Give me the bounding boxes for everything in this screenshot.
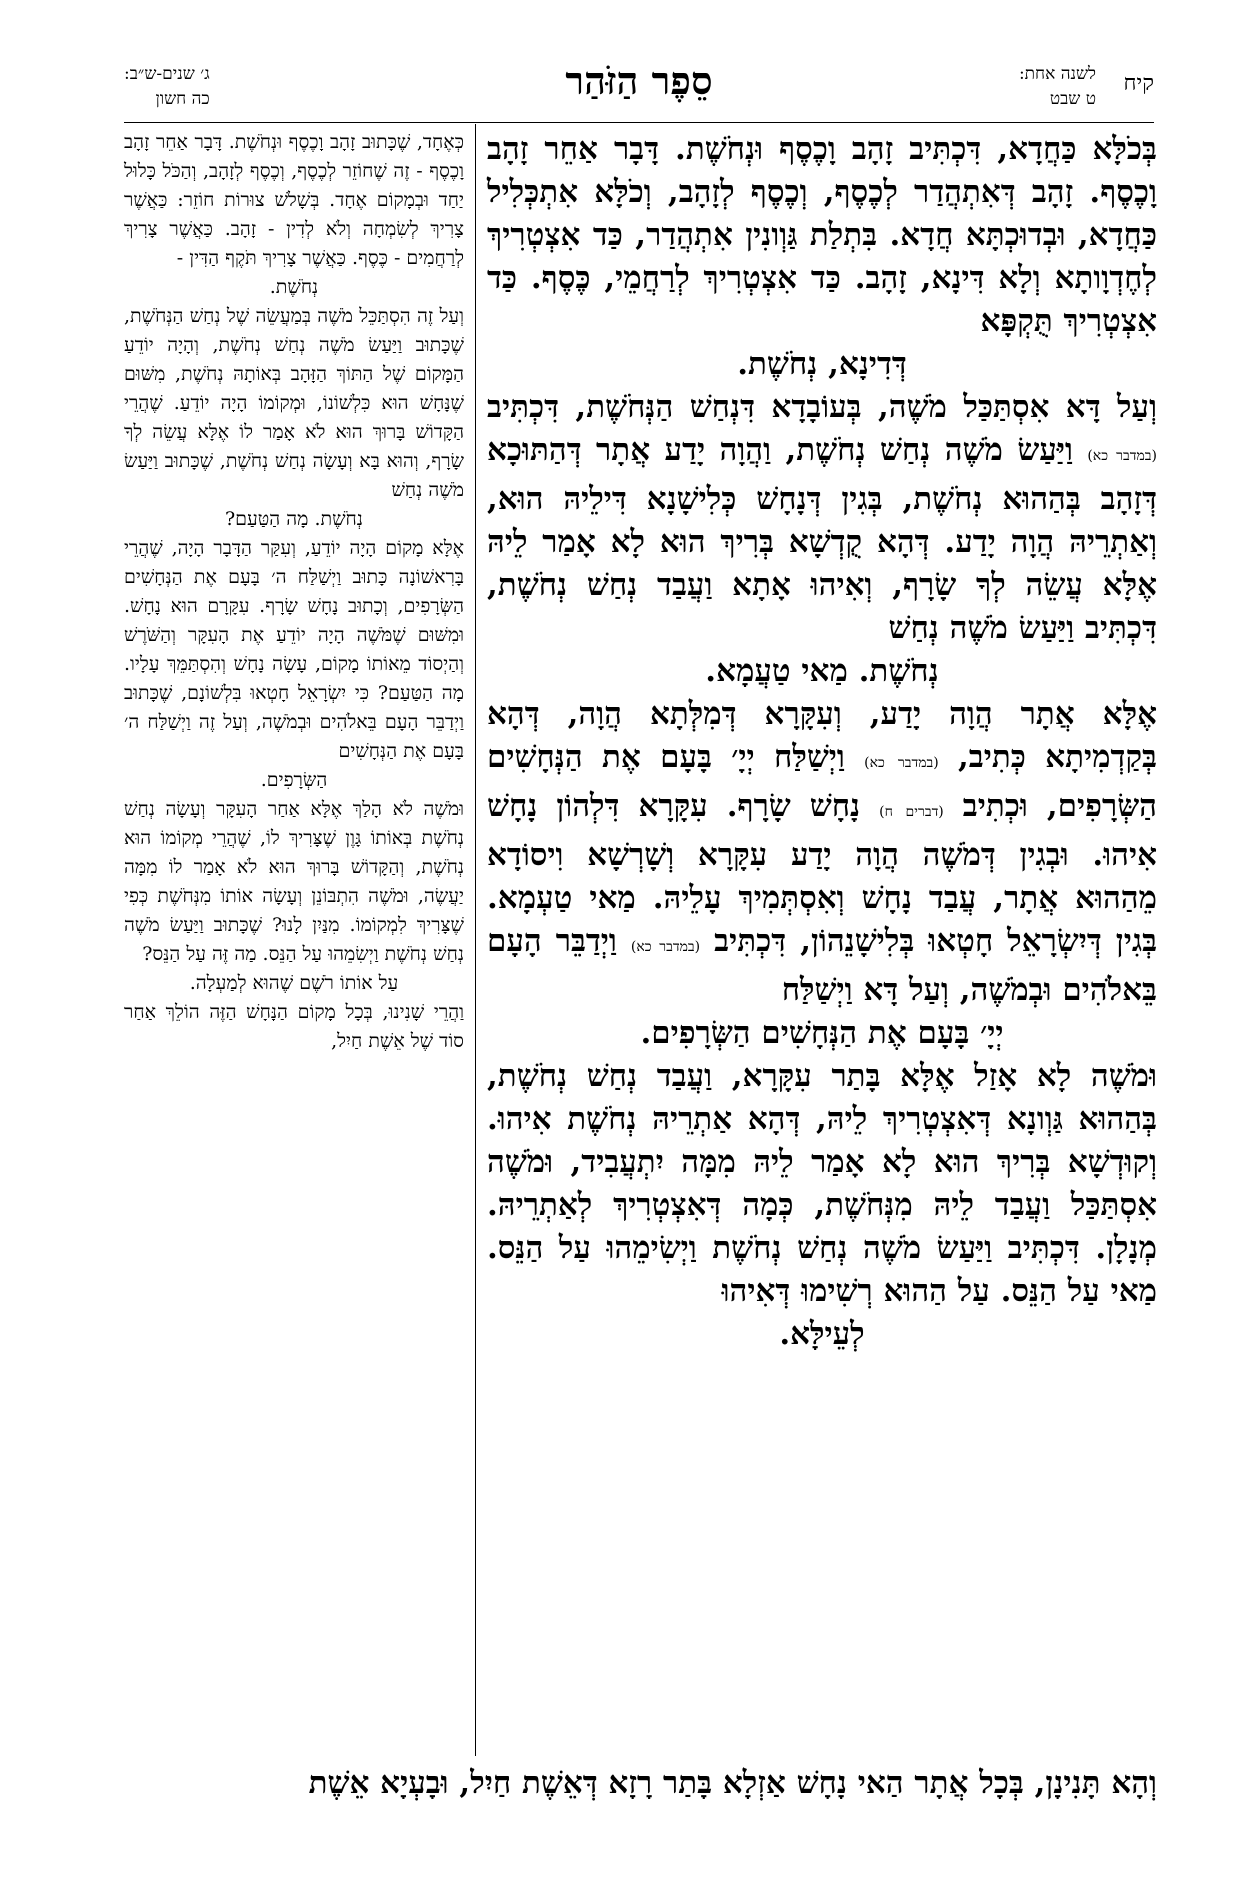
paragraph: וַהֲרֵי שָׁנִינוּ, בְּכָל מָקוֹם הַנָּחָשׁ הַזֶּה הוֹלֵךְ אַחַר סוֹד שֶׁל אֵשֶׁת חַיִל, (124, 1001, 464, 1052)
paragraph: וְעַל זֶה הִסְתַּכֵּל מֹשֶׁה בְּמַעֲשֵׂה שֶׁל נְחַשׁ הַנְּחֹשֶׁת, שֶׁכָּתוּב וַיַּעַשׂ מֹשֶׁה נְחַשׁ נְחֹשֶׁת, וְהָיָה יוֹדֵעַ הַמָּקוֹם שֶׁל הַתּוֹךְ הַזָּהָב בְּאוֹתָהּ נְחֹשֶׁת, מִשּׁוּם שֶׁנָּחָשׁ הוּא כִּלְשׁוֹנוֹ, וּמְקוֹמוֹ הָיָה יוֹדֵעַ. שֶׁהֲרֵי הַקָּדוֹשׁ בָּרוּךְ הוּא לֹא אָמַר לוֹ אֶלָּא עֲשֵׂה לְךָ שָׂרָף, וְהוּא בָּא וְעָשָׂה נְחַשׁ נְחֹשֶׁת, שֶׁכָּתוּב וַיַּעַשׂ מֹשֶׁה נְחַשׁ (124, 305, 464, 501)
paragraph: וּמֹשֶׁה לֹא הָלַךְ אֶלָּא אַחַר הָעִקָּר וְעָשָׂה נְחַשׁ נְחֹשֶׁת בְּאוֹתוֹ גָּוֶן שֶׁצָּרִיךְ לוֹ, שֶׁהֲרֵי מְקוֹמוֹ הוּא נְחֹשֶׁת, וְהַקָּדוֹשׁ בָּרוּךְ הוּא לֹא אָמַר לוֹ מִמָּה יַעֲשֶׂה, וּמֹשֶׁה הִתְבּוֹנֵן וְעָשָׂה אוֹתוֹ מִנְּחֹשֶׁת כְּפִי שֶׁצָּרִיךְ לִמְקוֹמוֹ. מִנַּיִן לָנוּ? שֶׁכָּתוּב וַיַּעַשׂ מֹשֶׁה נְחַשׁ נְחֹשֶׁת וַיְשִׂמֵהוּ עַל הַנֵּס. מַה זֶּה עַל הַנֵּס? (124, 798, 464, 965)
schedule-date: כה חשון (155, 89, 210, 109)
verse-reference: (דברים ח) (879, 804, 944, 820)
page-number: קיח (1123, 71, 1154, 96)
verse-reference: (במדבר כא) (1087, 448, 1157, 464)
paragraph: בְּכֹלָּא כַּחֲדָא, דִּכְתִּיב זָהָב וָכֶסֶף וּנְחֹשֶׁת. דָּבָר אַחֵר זָהָב וָכֶסֶף. זָהָב דְּאִתְהֲדַר לְכֶסֶף, וְכֶסֶף לְזָהָב, וְכֹלָּא אִתְכְּלִיל כַּחֲדָא, וּבְדוּכְתָּא חֲדָא. בִּתְלַת גַּוְונִין אִתְהֲדַר, כַּד אִצְטְרִיךְ לְחֶדְוָותָא וְלָא דִּינָא, זָהָב. כַּד אִצְטְרִיךְ לְרַחֲמֵי, כֶּסֶף. כַּד אִצְטְרִיךְ תֻּקְפָּא (487, 131, 1157, 339)
paragraph-end: הַשְּׂרָפִים. (260, 769, 328, 791)
header-divider (124, 122, 1154, 123)
column-divider (475, 124, 476, 1756)
schedule-label: לשנה אחת: (1018, 64, 1096, 84)
paragraph: וּמֹשֶׁה לָא אָזַל אֶלָּא בָּתַר עִקָּרָא, וַעֲבַד נְחַשׁ נְחֹשֶׁת, בְּהַהוּא גַּוְונָא דְּאִצְטְרִיךְ לֵיהּ, דְּהָא אַתְרֵיהּ נְחֹשֶׁת אִיהוּ. וְקוּדְשָׁא בְּרִיךְ הוּא לָא אָמַר לֵיהּ מִמָּה יִתְעֲבִיד, וּמֹשֶׁה אִסְתַּכַּל וַעֲבַד לֵיהּ מִנְּחֹשֶׁת, כְּמָה דְּאִצְטְרִיךְ לְאַתְרֵיהּ. מְנָלָן. דִּכְתִּיב וַיַּעַשׂ מֹשֶׁה נְחַשׁ נְחֹשֶׁת וַיְשִׂימֵהוּ עַל הַנֵּס. מַאי עַל הַנֵּס. עַל הַהוּא רְשִׁימוּ דְּאִיהוּ (487, 1058, 1157, 1309)
verse-reference: (במדבר כא) (864, 755, 939, 771)
paragraph-end: נְחֹשֶׁת. מַאי טַעֲמָא. (705, 653, 939, 689)
page-header (124, 58, 1154, 120)
paragraph-end: דְּדִינָא, נְחֹשֶׁת. (737, 346, 907, 382)
schedule-date: ט שבט (1049, 89, 1096, 109)
verse-reference: (במדבר כא) (630, 939, 701, 955)
paragraph: כְּאֶחָד, שֶׁכָּתוּב זָהָב וָכֶסֶף וּנְחֹשֶׁת. דָּבָר אַחֵר זָהָב וָכֶסֶף - זֶה שֶׁחוֹזֵר לְכֶסֶף, וְכֶסֶף לְזָהָב, וְהַכֹּל כָּלוּל יַחַד וּבְמָקוֹם אֶחָד. בְּשָׁלֹשׁ צוּרוֹת חוֹזֵר: כַּאֲשֶׁר צָרִיךְ לְשִׂמְחָה וְלֹא לְדִין - זָהָב. כַּאֲשֶׁר צָרִיךְ לְרַחֲמִים - כֶּסֶף. כַּאֲשֶׁר צָרִיךְ תֹּקֶף הַדִּין - (124, 131, 464, 269)
aramaic-text-column (487, 128, 1157, 1356)
paragraph-end: יְיָ׳ בָּעָם אֶת הַנְּחָשִׁים הַשְּׂרָפִים. (640, 1015, 1004, 1051)
reading-schedule-three-year (124, 62, 210, 112)
paragraph: וְעַל דָּא אִסְתַּכַּל מֹשֶׁה, בְּעוֹבָדָא דִּנְחַשׁ הַנְּחֹשֶׁת, דִּכְתִּיב (במדבר כא) וַיַּעַשׂ מֹשֶׁה נְחַשׁ נְחֹשֶׁת, וַהֲוָה יָדַע אֲתָר דְּהַתּוּכָא דְּזָהָב בְּהַהוּא נְחֹשֶׁת, בְּגִין דְּנָחָשׁ כְּלִישָׁנָא דִּילֵיהּ הוּא, וְאַתְרֵיהּ הֲוָה יָדַע. דְּהָא קֻדְשָׁא בְּרִיךְ הוּא לָא אָמַר לֵיהּ אֶלָּא עֲשֵׂה לְךָ שָׂרָף, וְאִיהוּ אָתָא וַעֲבַד נְחַשׁ נְחֹשֶׁת, דִּכְתִּיב וַיַּעַשׂ מֹשֶׁה נְחַשׁ (487, 389, 1157, 646)
paragraph: אֶלָּא מָקוֹם הָיָה יוֹדֵעַ, וְעִקַּר הַדָּבָר הָיָה, שֶׁהֲרֵי בָּרִאשׁוֹנָה כָּתוּב וַיְשַׁלַּח ה׳ בָּעָם אֶת הַנְּחָשִׁים הַשְּׂרָפִים, וְכָתוּב נָחָשׁ שָׂרָף. עִקָּרָם הוּא נָחָשׁ. וּמִשּׁוּם שֶׁמֹּשֶׁה הָיָה יוֹדֵעַ אֶת הָעִקָּר וְהַשֹּׁרֶשׁ וְהַיְסוֹד מֵאוֹתוֹ מָקוֹם, עָשָׂה נָחָשׁ וְהִסְתַּמֵּךְ עָלָיו. מָה הַטַּעַם? כִּי יִשְׂרָאֵל חָטְאוּ בִּלְשׁוֹנָם, שֶׁכָּתוּב וַיְדַבֵּר הָעָם בֵּאלֹהִים וּבְמֹשֶׁה, וְעַל זֶה וַיְשַׁלַּח ה׳ בָּעָם אֶת הַנְּחָשִׁים (124, 537, 464, 762)
continuation-line: וְהָא תָּנִינָן, בְּכָל אֲתָר הַאי נָחָשׁ אַזְלָא בָּתַר רָזָא דְּאֵשֶׁת חַיִל, וּבָעְיָא אֵשֶׁת (308, 1765, 1157, 1801)
hebrew-translation-column (124, 128, 464, 1056)
schedule-label: ג׳ שנים-ש״ב: (124, 64, 210, 84)
paragraph-end: נְחֹשֶׁת. (269, 276, 319, 298)
book-title: סֵפֶר הַזֹּהַר (565, 58, 713, 103)
paragraph-end: נְחֹשֶׁת. מָה הַטַּעַם? (225, 508, 363, 530)
paragraph-end: לְעֵילָּא. (779, 1316, 865, 1352)
paragraph-end: עַל אוֹתוֹ רֹשֶׁם שֶׁהוּא לְמַעְלָה. (189, 972, 399, 994)
paragraph: אֶלָּא אֲתָר הֲוָה יָדַע, וְעִקָּרָא דְּמִלְּתָא הֲוָה, דְּהָא בְּקַדְמִיתָא כְּתִיב, (במדבר כא) וַיְשַׁלַּח יְיָ׳ בָּעָם אֶת הַנְּחָשִׁים הַשְּׂרָפִים, וּכְתִיב (דברים ח) נָחָשׁ שָׂרָף. עִקָּרָא דִּלְהוֹן נָחָשׁ אִיהוּ. וּבְגִין דְּמֹשֶׁה הֲוָה יָדַע עִקָּרָא וְשָׁרְשָׁא וִיסוֹדָא מֵהַהוּא אֲתָר, עֲבַד נָחָשׁ וְאִסְתְּמִיךְ עָלֵיהּ. מַאי טַעְמָא. בְּגִין דְּיִשְׂרָאֵל חָטְאוּ בְּלִישָׁנֵהוֹן, דִּכְתִּיב (במדבר כא) וַיְדַבֵּר הָעָם בֵּאלֹהִים וּבְמֹשֶׁה, וְעַל דָּא וַיְשַׁלַּח (487, 696, 1158, 1008)
